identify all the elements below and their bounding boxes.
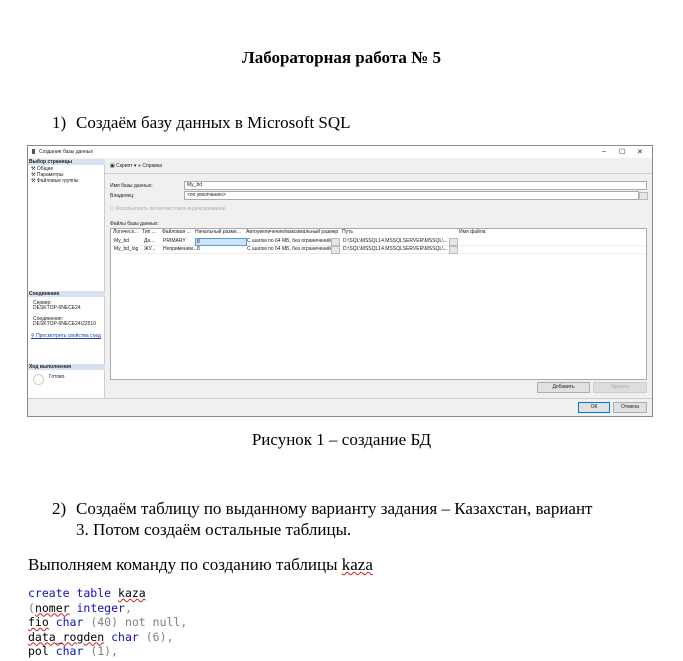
cell-path: D:\SQL\MSSQL14.MSSQLSERVER\MSSQL\...: [343, 246, 448, 252]
code-punct: ,: [124, 600, 132, 615]
column-header: Файловая ...: [162, 229, 191, 235]
column-header: Логическ...: [113, 229, 138, 235]
connection-icon: ⚲: [31, 333, 35, 339]
add-button[interactable]: Добавить: [537, 382, 590, 393]
close-button[interactable]: ✕: [637, 149, 643, 156]
page-options[interactable]: ⚒ Параметры: [31, 172, 64, 178]
column-header: Имя файла: [459, 229, 486, 235]
cell-logical-name: My_bd: [114, 238, 130, 244]
code-line: [28, 630, 187, 645]
maximize-button[interactable]: ☐: [619, 149, 626, 156]
connection-label: Соединение:: [33, 316, 64, 322]
remove-button[interactable]: Удалить: [593, 382, 647, 393]
page-label: Параметры: [36, 172, 64, 178]
fulltext-checkbox[interactable]: ☐ Использовать полнотекстовое индексирование: [110, 206, 226, 212]
page-general[interactable]: ⚒ Общие: [31, 166, 54, 172]
code-keyword: char: [48, 615, 91, 629]
script-button[interactable]: ▣ Скрипт ▾: [110, 163, 137, 169]
fulltext-label: Использовать полнотекстовое индексирование: [115, 206, 226, 212]
database-files-grid: [110, 228, 647, 380]
step1-number: 1): [52, 113, 67, 132]
column-header: Автоувеличение/максимальный размер: [246, 229, 339, 235]
code-punct: (6),: [145, 629, 174, 644]
code-line: [28, 601, 187, 616]
cell-autogrowth: С шагом по 64 МБ, без ограничений: [247, 238, 331, 244]
table-name: kaza: [341, 555, 373, 574]
code-line: [28, 615, 187, 630]
cancel-button[interactable]: Отмена: [613, 402, 647, 413]
cell-filegroup: Неприменим...: [163, 246, 198, 252]
paragraph: [28, 555, 373, 575]
server-label: Сервер:: [33, 300, 52, 306]
code-punct: (40) not null,: [90, 615, 188, 629]
page-filegroups[interactable]: ⚒ Файловые группы: [31, 178, 79, 184]
code-identifier: pol: [28, 644, 49, 658]
path-browse-button[interactable]: [449, 246, 458, 254]
select-page-header: Выбор страницы: [28, 159, 105, 165]
step1-text: Создаём базу данных в Microsoft SQL: [76, 113, 351, 132]
code-keyword: char: [48, 644, 91, 658]
help-icon: ●: [138, 163, 142, 169]
script-label: Скрипт: [116, 163, 133, 169]
step2-line2: 3. Потом создаём остальные таблицы.: [76, 520, 352, 539]
code-keyword: char: [104, 629, 146, 644]
owner-input[interactable]: <по умолчанию>: [184, 191, 639, 200]
step2-number: 2): [52, 499, 67, 518]
db-icon: [32, 149, 35, 154]
code-punct: (: [28, 600, 35, 615]
column-header: Путь: [342, 229, 353, 235]
connection-value: DESKTOP-6NECE24\22510: [33, 321, 96, 327]
files-label: Файлы базы данных:: [110, 221, 159, 227]
view-connection-properties-link[interactable]: [31, 333, 101, 339]
cell-autogrowth: С шагом по 64 МБ, без ограничений: [247, 246, 331, 252]
cell-filegroup: PRIMARY: [163, 238, 186, 244]
code-line: [28, 586, 187, 601]
dialog-title: Создание базы данных: [39, 149, 94, 155]
code-identifier: data_rogden: [28, 629, 105, 644]
code-identifier: nomer: [34, 600, 70, 615]
link-label: Просмотреть свойства соед: [36, 333, 101, 339]
footer-divider: [28, 398, 652, 399]
cell-initial-size[interactable]: 8: [197, 246, 200, 252]
column-header: Начальный разме...: [195, 229, 241, 235]
column-header: Тип ...: [142, 229, 156, 235]
create-database-dialog-screenshot: [27, 145, 653, 417]
help-button[interactable]: [138, 163, 162, 169]
owner-browse-button[interactable]: [639, 192, 648, 200]
progress-status: Готово: [49, 374, 65, 380]
page-label: Файловые группы: [36, 178, 79, 184]
cell-initial-size[interactable]: 8: [195, 238, 247, 246]
cell-type: ЖУ...: [144, 246, 156, 252]
autogrowth-browse-button[interactable]: [331, 246, 340, 254]
server-value: DESKTOP-6NECE24: [33, 305, 81, 311]
toolbar-divider: [105, 173, 652, 174]
left-panel: [28, 159, 105, 398]
db-name-input[interactable]: My_bd: [184, 181, 647, 190]
table-row[interactable]: [111, 245, 646, 254]
figure-caption: Рисунок 1 – создание БД: [251, 430, 432, 449]
owner-label: Владелец:: [110, 193, 135, 199]
ok-button[interactable]: ОК: [578, 402, 610, 413]
connection-header: Соединение: [28, 291, 105, 297]
document-title: Лабораторная работа № 5: [242, 48, 441, 67]
progress-spinner-icon: [33, 374, 44, 385]
db-name-label: Имя базы данных:: [110, 183, 153, 189]
code-block: [28, 586, 187, 659]
cell-type: Да...: [144, 238, 155, 244]
code-punct: (1),: [90, 644, 119, 658]
step2-line1: Создаём таблицу по выданному варианту задания – Казахстан, вариант: [76, 499, 593, 518]
code-identifier: fio: [28, 615, 49, 629]
progress-header: Ход выполнения: [28, 364, 105, 370]
code-identifier: kaza: [118, 586, 146, 600]
code-line: [28, 644, 187, 659]
title-bar: [28, 146, 652, 158]
code-keyword: integer: [69, 600, 125, 615]
paragraph-text: Выполняем команду по созданию таблицы: [28, 555, 342, 574]
code-keyword: create table: [28, 586, 119, 600]
help-label: Справка: [142, 163, 163, 169]
cell-path: D:\SQL\MSSQL14.MSSQLSERVER\MSSQL\...: [343, 238, 448, 244]
minimize-button[interactable]: –: [602, 148, 606, 155]
cell-logical-name: My_bd_log: [114, 246, 139, 252]
page-label: Общие: [36, 166, 54, 172]
